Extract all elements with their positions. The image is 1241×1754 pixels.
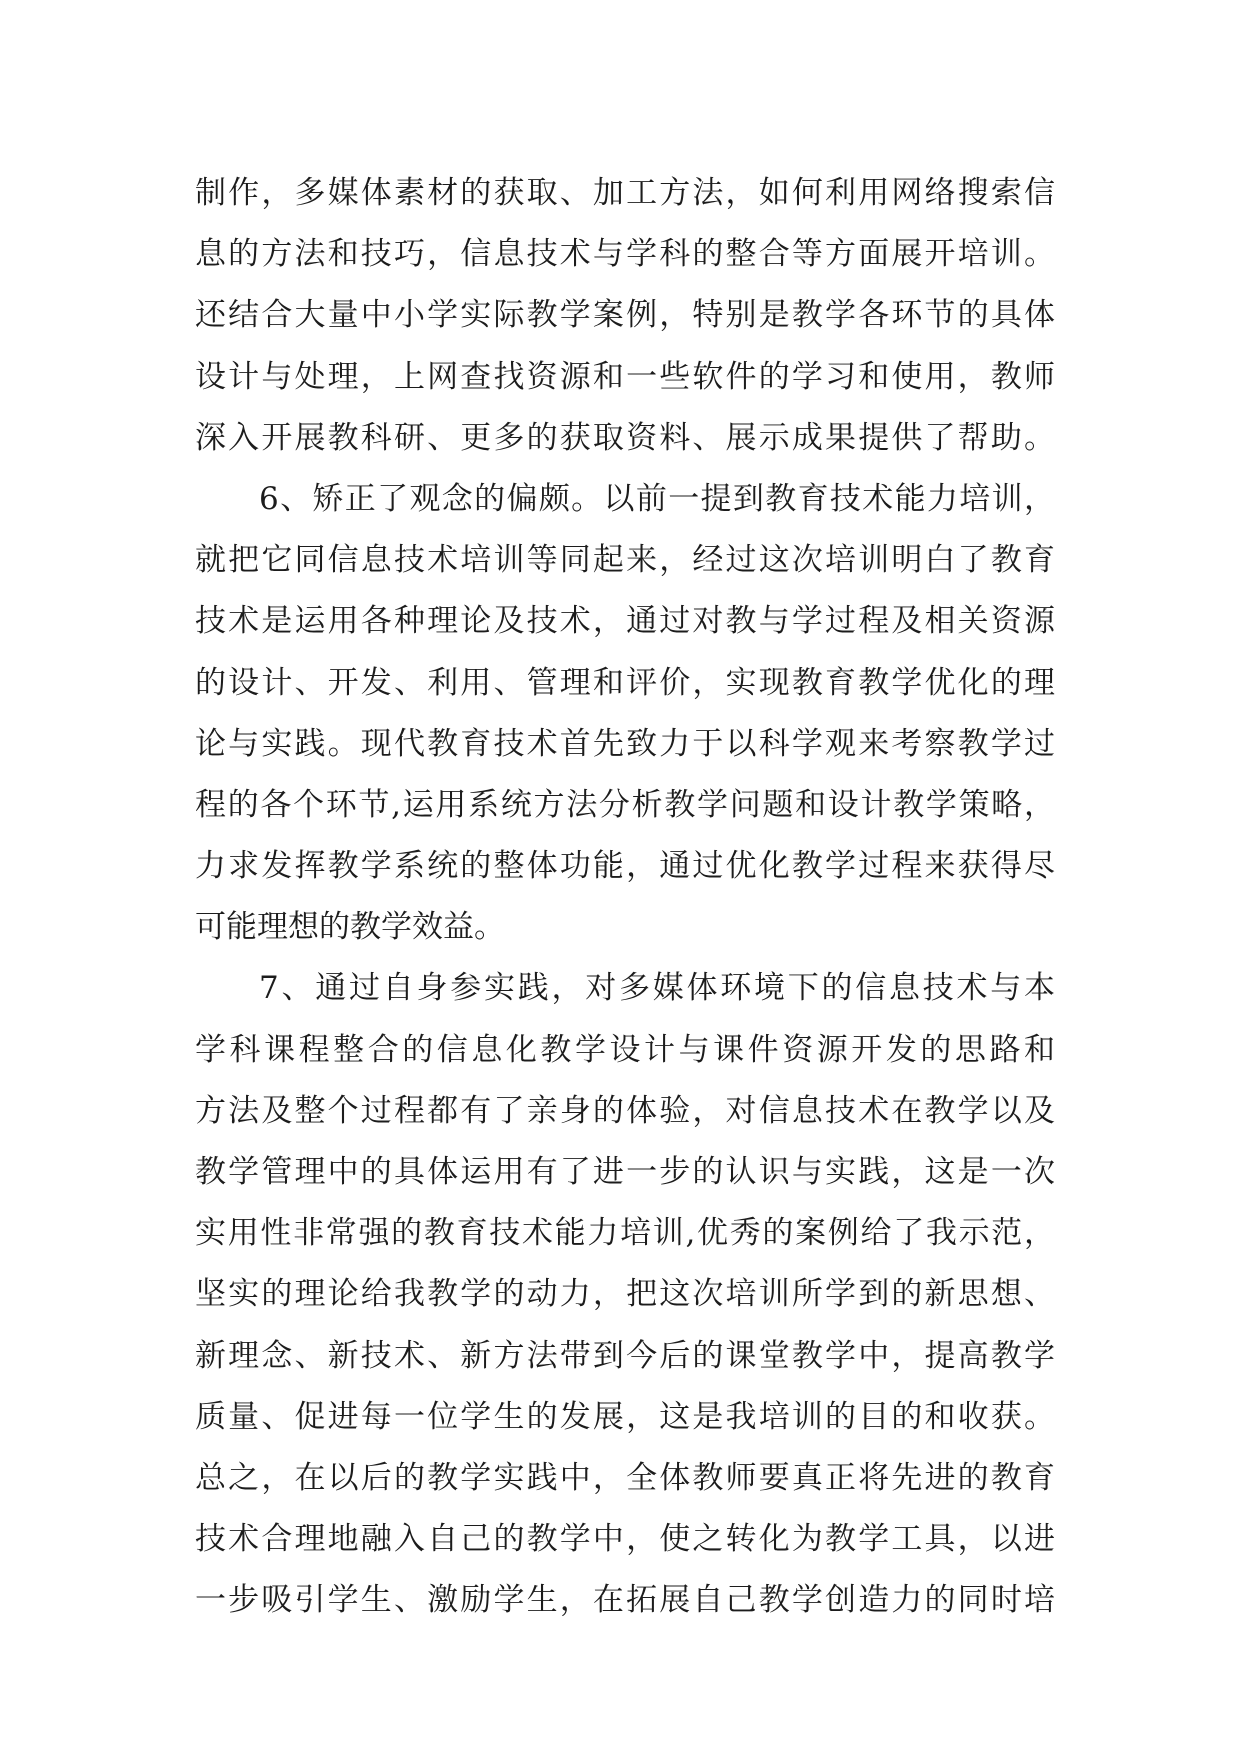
text-line: 深入开展教科研、更多的获取资料、展示成果提供了帮助。: [195, 419, 1055, 456]
text-line: 论与实践。现代教育技术首先致力于以科学观来考察教学过: [195, 725, 1055, 762]
text-line: 教学管理中的具体运用有了进一步的认识与实践，这是一次: [195, 1154, 1055, 1190]
text-line: 7、通过自身参实践，对多媒体环境下的信息技术与本: [259, 970, 1055, 1007]
text-line: 学科课程整合的信息化教学设计与课件资源开发的思路和: [195, 1031, 1055, 1068]
text-line: 的设计、开发、利用、管理和评价，实现教育教学优化的理: [195, 664, 1055, 701]
text-line: 技术合理地融入自己的教学中，使之转化为教学工具，以进: [195, 1521, 1055, 1558]
text-line: 一步吸引学生、激励学生，在拓展自己教学创造力的同时培: [195, 1582, 1055, 1619]
body-text: [195, 163, 1055, 1632]
text-line: 力求发挥教学系统的整体功能，通过优化教学过程来获得尽: [195, 848, 1055, 885]
text-line: 质量、促进每一位学生的发展，这是我培训的目的和收获。: [195, 1398, 1055, 1435]
text-line: 实用性非常强的教育技术能力培训,优秀的案例给了我示范，: [195, 1215, 1055, 1252]
text-line: 总之，在以后的教学实践中，全体教师要真正将先进的教育: [195, 1459, 1055, 1496]
text-line: 就把它同信息技术培训等同起来，经过这次培训明白了教育: [195, 542, 1055, 579]
text-line: 还结合大量中小学实际教学案例，特别是教学各环节的具体: [195, 297, 1055, 334]
text-line: 新理念、新技术、新方法带到今后的课堂教学中，提高教学: [195, 1337, 1055, 1374]
text-line: 制作，多媒体素材的获取、加工方法，如何利用网络搜索信: [195, 175, 1055, 211]
text-line: 可能理想的教学效益。: [195, 909, 505, 946]
text-line: 程的各个环节,运用系统方法分析教学问题和设计教学策略，: [195, 786, 1055, 823]
text-line: 6、矫正了观念的偏颇。以前一提到教育技术能力培训，: [259, 480, 1055, 517]
text-line: 息的方法和技巧，信息技术与学科的整合等方面展开培训。: [195, 236, 1055, 273]
text-line: 坚实的理论给我教学的动力，把这次培训所学到的新思想、: [195, 1276, 1055, 1313]
text-line: 方法及整个过程都有了亲身的体验，对信息技术在教学以及: [195, 1092, 1055, 1129]
text-line: 技术是运用各种理论及技术，通过对教与学过程及相关资源: [195, 603, 1055, 640]
text-line: 设计与处理，上网查找资源和一些软件的学习和使用，教师: [195, 358, 1055, 395]
